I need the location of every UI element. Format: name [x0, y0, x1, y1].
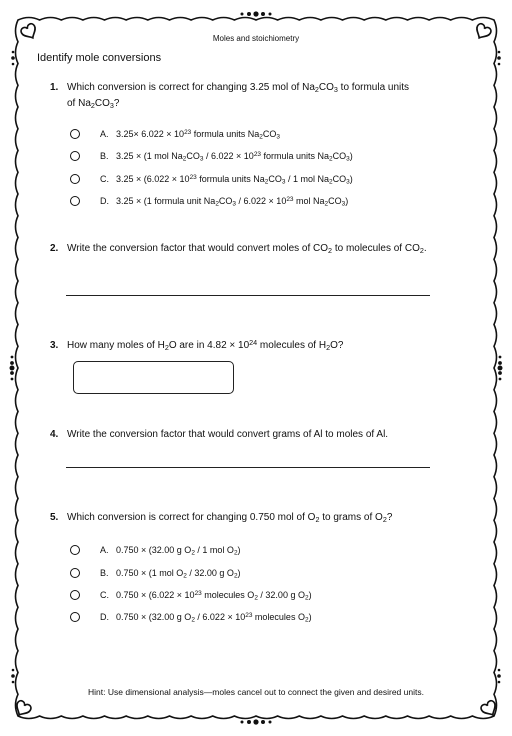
decorative-dot	[12, 51, 15, 54]
option-label: C.	[100, 590, 109, 600]
decorative-dot	[498, 669, 501, 672]
page-title: Moles and stoichiometry	[212, 34, 300, 43]
option-text: 0.750 × (1 mol $O_2 / 32.00$ g $O_2$)	[116, 568, 241, 580]
decorative-dot	[12, 669, 15, 672]
decorative-dot	[10, 366, 15, 371]
decorative-dot	[10, 361, 14, 365]
decorative-dot	[11, 378, 14, 381]
decorative-dot	[499, 378, 502, 381]
radio-button[interactable]	[70, 129, 80, 139]
decorative-dot	[10, 371, 14, 375]
decorative-dot	[247, 720, 251, 724]
decorative-dot	[269, 13, 272, 16]
answer-line[interactable]	[66, 295, 430, 296]
radio-button[interactable]	[70, 196, 80, 206]
question-number: 5.	[50, 512, 59, 523]
option-label: B.	[100, 151, 109, 161]
decorative-dot	[11, 356, 14, 359]
decorative-dot	[498, 51, 501, 54]
decorative-dot	[253, 719, 258, 724]
question-text: How many moles of $H_2O$ are in $4.82 \times 10^{24}$ molecules of $H_2O$?	[67, 337, 344, 352]
hint-text: Hint: Use dimensional analysis—moles cancel out to connect the given and desired units.	[88, 687, 424, 697]
option-text: 0.750 × (32.00 g $O_2 / 1$ mol $O_2$)	[116, 545, 241, 557]
answer-box[interactable]	[73, 361, 234, 394]
radio-button[interactable]	[70, 545, 80, 555]
option-text: $0.750 \times (6.022 \times 10^{23}$ molecules $O_2 / 32.00$ g $O_2$)	[116, 590, 312, 602]
radio-button[interactable]	[70, 174, 80, 184]
question-number: 4.	[50, 429, 59, 440]
decorative-dot	[241, 13, 244, 16]
decorative-dot	[241, 721, 244, 724]
option-text: $3.25 \times (6.022 \times 10^{23}$ formula units $Na_2CO_3 / 1$ mol $Na_2CO_3$)	[116, 174, 353, 186]
question-text-cont: of $Na_2CO_3$?	[67, 98, 120, 110]
option-label: B.	[100, 568, 109, 578]
decorative-dot	[253, 11, 258, 16]
answer-line[interactable]	[66, 467, 430, 468]
radio-button[interactable]	[70, 568, 80, 578]
question-text: Write the conversion factor that would convert moles of $CO_2$ to molecules of $CO_2$.	[67, 243, 427, 255]
option-label: D.	[100, 196, 109, 206]
decorative-dot	[12, 63, 15, 66]
question-text: Which conversion is correct for changing 0.750 mol of $O_2$ to grams of $O_2$?	[67, 512, 393, 524]
decorative-dot	[497, 56, 501, 60]
question-text: Which conversion is correct for changing 3.25 mol of $Na_2CO_3$ to formula units	[67, 82, 410, 94]
decorative-dot	[499, 356, 502, 359]
option-label: A.	[100, 129, 109, 139]
decorative-dot	[261, 12, 265, 16]
option-text: $3.25\times 6.022 \times 10^{23}$ formula units $Na_2CO_3$	[116, 129, 281, 141]
section-title: Identify mole conversions	[37, 52, 162, 64]
decorative-dot	[11, 56, 15, 60]
decorative-dot	[261, 720, 265, 724]
radio-button[interactable]	[70, 612, 80, 622]
decorative-dot	[498, 361, 502, 365]
question-text: Write the conversion factor that would convert grams of Al to moles of Al.	[67, 429, 389, 440]
decorative-dot	[498, 371, 502, 375]
radio-button[interactable]	[70, 590, 80, 600]
decorative-dot	[498, 63, 501, 66]
question-number: 1.	[50, 82, 59, 93]
option-label: C.	[100, 174, 109, 184]
decorative-dot	[498, 366, 503, 371]
radio-button[interactable]	[70, 151, 80, 161]
option-text: 0.750 × (32.00 g $O_2 / 6.022 \times 10^{23}$ molecules $O_2$)	[116, 612, 312, 624]
decorative-dot	[247, 12, 251, 16]
decorative-dot	[269, 721, 272, 724]
option-label: A.	[100, 545, 109, 555]
decorative-dot	[12, 681, 15, 684]
decorative-dot	[498, 681, 501, 684]
decorative-dot	[497, 674, 501, 678]
question-number: 3.	[50, 340, 59, 351]
option-text: 3.25 × (1 formula unit $Na_2CO_3 / 6.022 \times 10^{23}$ mol $Na_2CO_3$)	[116, 196, 349, 208]
option-text: 3.25 × (1 mol $Na_2CO_3 / 6.022 \times 10^{23}$ formula units $Na_2CO_3$)	[116, 151, 353, 163]
question-number: 2.	[50, 243, 59, 254]
option-label: D.	[100, 612, 109, 622]
decorative-dot	[11, 674, 15, 678]
